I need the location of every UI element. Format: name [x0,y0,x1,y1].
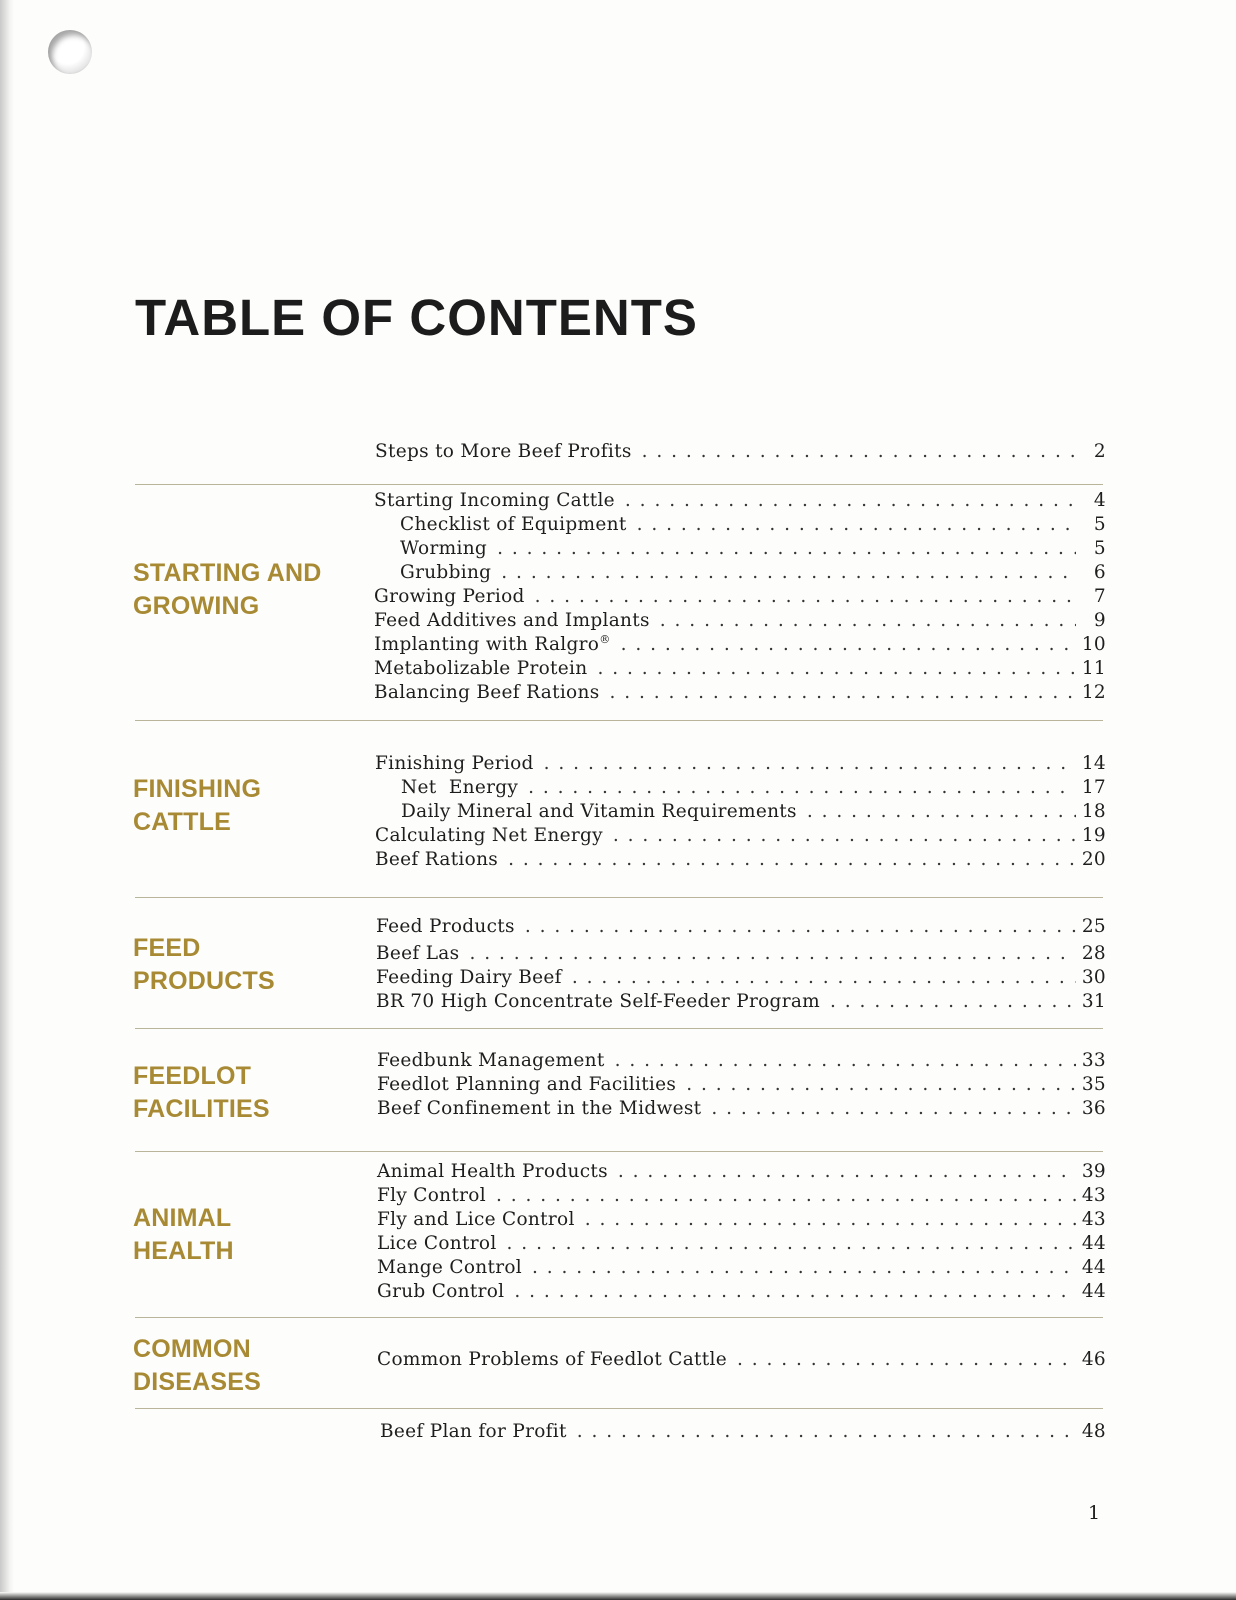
section-label-finishing-cattle: FINISHING CATTLE [133,775,262,836]
toc-entry-closing [380,1420,1106,1444]
toc-entry: Grub Control . . . 44 [377,1280,1106,1304]
toc-subentry: Worming . . . 5 [400,537,1106,561]
section-label-feedlot-facilities: FEEDLOT FACILITIES [133,1062,270,1123]
toc-entry: Starting Incoming Cattle . . . 4 [374,489,1106,513]
binder-punch-hole [48,30,92,74]
toc-entry: Calculating Net Energy . . . 19 [375,824,1106,848]
toc-entry: Beef Confinement in the Midwest . . . 36 [377,1097,1106,1121]
section-label-animal-health: ANIMAL HEALTH [133,1204,234,1265]
page-left-shadow [0,0,14,1600]
section-divider [135,1317,1103,1318]
toc-entry: BR 70 High Concentrate Self-Feeder Program . . . 31 [376,990,1106,1014]
toc-entry: Animal Health Products . . . 39 [377,1160,1106,1184]
page-title: TABLE OF CONTENTS [135,289,698,346]
toc-entry-page: 48 [1081,1421,1106,1442]
toc-entry: Metabolizable Protein . . . 11 [374,657,1106,681]
toc-entry-title: Beef Plan for Profit [380,1421,567,1442]
toc-entry: Feed Products . . . 25 [376,915,1106,939]
registered-mark: ® [599,632,611,646]
toc-subentry: Grubbing . . . 6 [400,561,1106,585]
toc-entry: Balancing Beef Rations . . . 12 [374,681,1106,705]
toc-entry: Beef Las . . . 28 [376,942,1106,966]
toc-entry-title: Steps to More Beef Profits [375,441,632,462]
toc-entry: Feedlot Planning and Facilities . . . 35 [377,1073,1106,1097]
section-divider [135,1028,1103,1029]
toc-entry: Feed Additives and Implants . . . 9 [374,609,1106,633]
section-divider [135,484,1103,485]
toc-entry: Feedbunk Management . . . 33 [377,1049,1106,1073]
toc-entry: Beef Rations . . . 20 [375,848,1106,872]
dot-leader [642,440,1076,464]
toc-entry: Common Problems of Feedlot Cattle . . . 46 [377,1348,1106,1372]
toc-entry-page: 2 [1093,441,1106,462]
page-number: 1 [1088,1502,1101,1524]
toc-entry: Fly Control . . . 43 [377,1184,1106,1208]
toc-entry: Finishing Period . . . 14 [375,752,1106,776]
section-label-common-diseases: COMMON DISEASES [133,1335,262,1396]
section-label-starting-growing: STARTING AND GROWING [133,559,322,620]
toc-entry: Growing Period . . . 7 [374,585,1106,609]
section-divider [135,897,1103,898]
toc-entry-intro [375,440,1106,464]
toc-entry: Feeding Dairy Beef . . . 30 [376,966,1106,990]
toc-subentry: Daily Mineral and Vitamin Requirements . . . 18 [401,800,1106,824]
section-divider [135,1408,1103,1409]
toc-subentry: Net Energy . . . 17 [401,776,1106,800]
toc-entry: Implanting with Ralgro® . . . 10 [374,633,1106,657]
section-divider [135,1151,1103,1152]
toc-entry: Lice Control . . . 44 [377,1232,1106,1256]
section-divider [135,720,1103,721]
dot-leader [577,1420,1076,1444]
toc-subentry: Checklist of Equipment . . . 5 [400,513,1106,537]
page-bottom-edge [0,1592,1236,1600]
toc-entry: Mange Control . . . 44 [377,1256,1106,1280]
toc-entry: Fly and Lice Control . . . 43 [377,1208,1106,1232]
section-label-feed-products: FEED PRODUCTS [133,934,275,995]
